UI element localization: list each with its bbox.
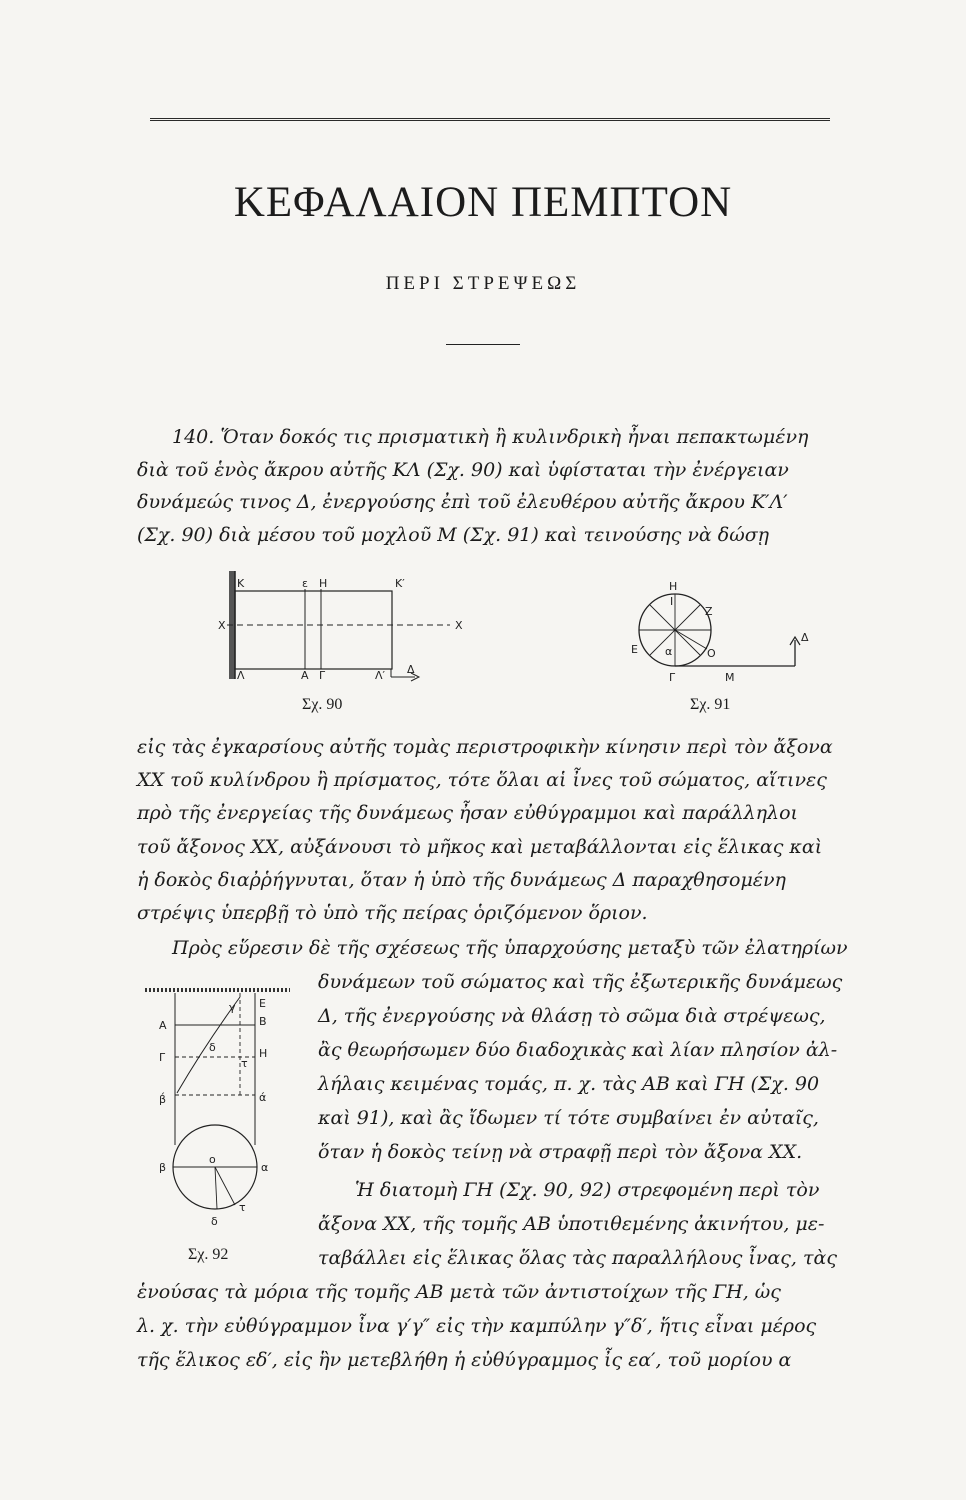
label-Lambda-prime: Λ′ — [375, 669, 386, 682]
label-I: I — [670, 595, 674, 608]
beam-outline — [235, 591, 392, 669]
figure-90 — [215, 565, 465, 699]
label-A: A — [301, 669, 309, 682]
label-K: K — [237, 577, 245, 590]
text-line: (Σχ. 90) διὰ μέσου τοῦ μοχλοῦ Μ (Σχ. 91) καὶ τεινούσης νὰ δώσῃ — [137, 524, 770, 546]
label-tau: τ — [241, 1057, 248, 1070]
label-b: β — [159, 1161, 167, 1174]
text-line: Πρὸς εὕρεσιν δὲ τῆς σχέσεως τῆς ὑπαρχούσης μεταξὺ τῶν ἐλατηρίων — [172, 937, 848, 959]
figure-92-caption: Σχ. 92 — [188, 1246, 229, 1263]
section-title: ΠΕΡΙ ΣΤΡΕΨΕΩΣ — [385, 273, 581, 294]
text-line: ἂς θεωρήσωμεν δύο διαδοχικὰς καὶ λίαν πλησίον ἀλ- — [318, 1039, 838, 1061]
figure-90-caption: Σχ. 90 — [302, 696, 343, 713]
label-E: E — [259, 997, 266, 1010]
label-Z: Z — [705, 605, 713, 618]
label-o: o — [209, 1153, 216, 1166]
header-rule — [150, 118, 830, 121]
label-H: H — [669, 580, 678, 593]
label-t: τ — [239, 1201, 246, 1214]
text-line: τοῦ ἄξονος ΧΧ, αὐξάνουσι τὸ μῆκος καὶ μεταβάλλονται εἰς ἕλικας καὶ — [137, 836, 823, 858]
label-d: δ — [211, 1215, 218, 1228]
text-line: λήλαις κειμένας τομάς, π. χ. τὰς ΑΒ καὶ ΓΗ (Σχ. 90 — [318, 1073, 820, 1095]
label-alpha: α — [665, 645, 673, 658]
text-line: τῆς ἕλικος εδ′, εἰς ἣν μετεβλήθη ἡ εὐθύγραμμος ἶς εα′, τοῦ μορίου α — [137, 1349, 792, 1371]
text-line: ὅταν ἡ δοκὸς τείνῃ νὰ στραφῇ περὶ τὸν ἄξονα ΧΧ. — [318, 1141, 803, 1163]
text-line: δυνάμεώς τινος Δ, ἐνεργούσης ἐπὶ τοῦ ἐλευθέρου αὐτῆς ἄκρου Κ′Λ′ — [137, 491, 788, 513]
text-line: πρὸ τῆς ἐνεργείας τῆς δυνάμεως ἦσαν εὐθύγραμμοι καὶ παράλληλοι — [137, 802, 798, 824]
chapter-title: ΚΕΦΑΛΑΙΟΝ ΠΕΜΠΤΟΝ — [233, 179, 733, 226]
label-M: M — [725, 671, 735, 684]
text-line: ΧΧ τοῦ κυλίνδρου ἢ πρίσματος, τότε ὅλαι αἱ ἶνες τοῦ σώματος, αἵτινες — [137, 769, 827, 791]
label-B: B — [259, 1015, 267, 1028]
text-line: Δ, τῆς ἐνεργούσης νὰ θλάσῃ τὸ σῶμα διὰ στρέψεως, — [318, 1005, 826, 1027]
text-line: ταβάλλει εἰς ἕλικας ὅλας τὰς παραλλήλους ἶνας, τὰς — [318, 1247, 837, 1269]
text-line: στρέψις ὑπερβῇ τὸ ὑπὸ τῆς πείρας ὁριζόμενον ὅριον. — [137, 902, 648, 924]
label-X-right: X — [455, 619, 463, 632]
text-line: ἄξονα ΧΧ, τῆς τομῆς ΑΒ ὑποτιθεμένης ἀκινήτου, με- — [318, 1213, 825, 1235]
text-line: 140. Ὅταν δοκός τις πρισματικὴ ἢ κυλινδρικὴ ἦναι πεπακτωμένη — [172, 426, 809, 448]
label-Gamma: Γ — [319, 669, 326, 682]
label-Gamma: Γ — [159, 1051, 166, 1064]
label-epsilon: ε — [302, 577, 308, 590]
text-line: εἰς τὰς ἐγκαρσίους αὐτῆς τομὰς περιστροφικὴν κίνησιν περὶ τὸν ἄξονα — [137, 736, 833, 758]
text-line: λ. χ. τὴν εὐθύγραμμον ἶνα γ′γ″ εἰς τὴν καμπύλην γ″δ′, ἥτις εἶναι μέρος — [137, 1315, 817, 1337]
figure-91 — [631, 580, 825, 689]
label-a: α — [261, 1161, 269, 1174]
label-delta: δ — [209, 1041, 216, 1054]
label-H: H — [319, 577, 328, 590]
label-H: H — [259, 1047, 268, 1060]
label-A: A — [159, 1019, 167, 1032]
label-a-prime: ά — [259, 1091, 267, 1104]
title-divider — [446, 344, 520, 345]
label-gamma: γ — [229, 1001, 236, 1014]
text-line: ἑνούσας τὰ μόρια τῆς τομῆς ΑΒ μετὰ τῶν ἀντιστοίχων τῆς ΓΗ, ὡς — [137, 1281, 781, 1303]
label-X-left: X — [218, 619, 226, 632]
label-K-prime: K′ — [395, 577, 405, 590]
figure-91-caption: Σχ. 91 — [690, 696, 731, 713]
text-line: διὰ τοῦ ἑνὸς ἄκρου αὐτῆς ΚΛ (Σχ. 90) καὶ ὑφίσταται τὴν ἐνέργειαν — [137, 459, 789, 481]
label-O: O — [707, 647, 716, 660]
label-Delta: Δ — [801, 631, 809, 644]
text-line: καὶ 91), καὶ ἂς ἴδωμεν τί τότε συμβαίνει ἐν αὐταῖς, — [318, 1107, 819, 1129]
figure-92 — [145, 985, 295, 1239]
label-b-prime: β́ — [159, 1093, 167, 1106]
text-line: ἡ δοκὸς διαῤῥήγνυται, ὅταν ἡ ὑπὸ τῆς δυνάμεως Δ παραχθησομένη — [137, 869, 786, 891]
text-line: δυνάμεων τοῦ σώματος καὶ τῆς ἐξωτερικῆς δυνάμεως — [318, 971, 843, 993]
label-Delta: Δ — [407, 663, 415, 676]
text-line: Ἡ διατομὴ ΓΗ (Σχ. 90, 92) στρεφομένη περὶ τὸν — [355, 1179, 820, 1201]
label-Gamma: Γ — [669, 671, 676, 684]
label-Lambda: Λ — [237, 669, 245, 682]
label-E: E — [631, 643, 638, 656]
